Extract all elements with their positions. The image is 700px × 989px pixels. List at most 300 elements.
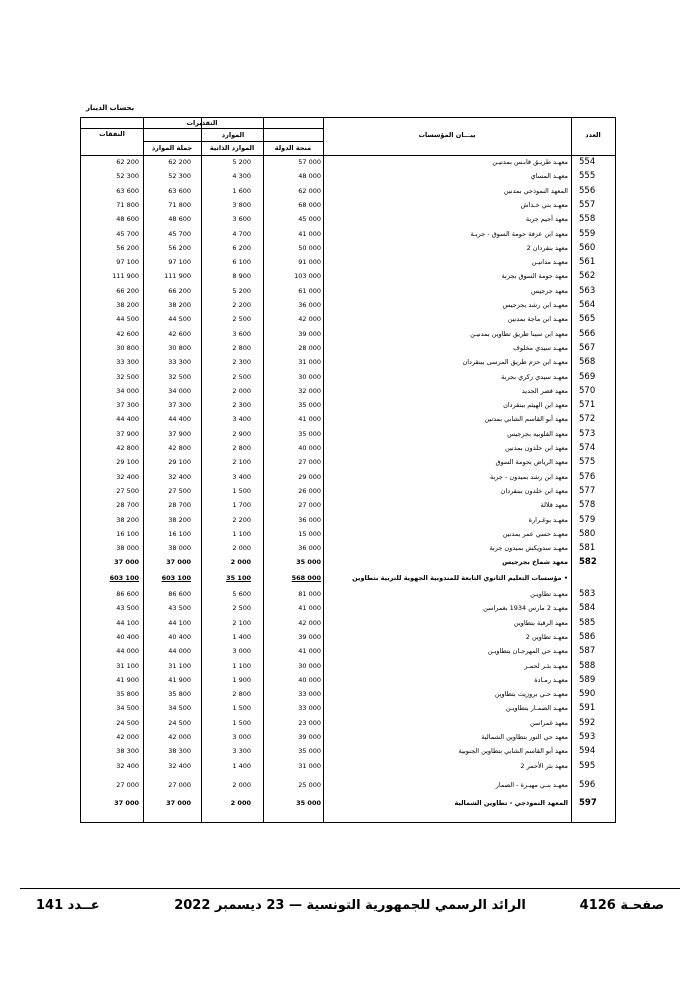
institution-name: معهد ابن سينا طريق تطاوين بمدنيـن: [470, 329, 568, 338]
table-row: [81, 258, 615, 272]
row-number: 567: [579, 342, 596, 353]
table-row: [81, 244, 615, 258]
header-expenses: النفقات: [99, 130, 125, 138]
own-resources-cell: 3 000: [232, 647, 251, 656]
expenses-cell: 63 600: [116, 186, 139, 195]
own-resources-cell: 3 300: [232, 747, 251, 756]
table-row: [81, 287, 615, 301]
state-grant-cell: 568 000: [291, 573, 321, 582]
expenses-cell: 40 400: [116, 632, 139, 641]
row-number: 591: [579, 703, 596, 714]
header-own-resources: الموارد الذاتية: [209, 144, 255, 152]
total-resources-cell: 33 300: [168, 358, 191, 367]
institution-name: معهد حومة السوق بجربة: [501, 272, 568, 281]
state-grant-cell: 15 000: [298, 529, 321, 538]
state-grant-cell: 81 000: [298, 590, 321, 598]
total-resources-cell: 34 000: [168, 386, 191, 395]
state-grant-cell: 27 000: [298, 458, 321, 467]
institution-name: • مؤسسات التعليم الثانوي التابعة للمندوبية الجهوية للتربية بتطاوين: [352, 573, 568, 582]
state-grant-cell: 30 000: [298, 661, 321, 670]
row-number: 588: [579, 660, 596, 671]
state-grant-cell: 35 000: [296, 558, 321, 567]
row-number: 592: [579, 717, 596, 728]
row-number: 570: [579, 385, 596, 396]
row-number: 557: [579, 199, 596, 210]
table-row: [81, 719, 615, 733]
row-number: 580: [579, 528, 596, 539]
expenses-cell: 27 500: [116, 486, 139, 495]
own-resources-cell: 1 900: [232, 675, 251, 684]
state-grant-cell: 30 000: [298, 372, 321, 381]
own-resources-cell: 2 200: [232, 515, 251, 524]
expenses-cell: 56 200: [116, 243, 139, 252]
row-number: 576: [579, 471, 596, 482]
row-number: 565: [579, 314, 596, 325]
total-resources-cell: 38 000: [168, 544, 191, 553]
total-resources-cell: 41 900: [168, 675, 191, 684]
state-grant-cell: 23 000: [298, 718, 321, 727]
table-row: [81, 215, 615, 229]
expenses-cell: 111 900: [112, 272, 139, 281]
institution-name: معهد شماخ بجرجيس: [502, 558, 568, 567]
total-resources-cell: 111 900: [164, 272, 191, 281]
expenses-cell: 44 000: [116, 647, 139, 656]
expenses-cell: 42 800: [116, 444, 139, 452]
row-number: 590: [579, 689, 596, 700]
total-resources-cell: 32 400: [168, 761, 191, 770]
header-divider: [143, 141, 323, 142]
total-resources-cell: 45 700: [168, 229, 191, 238]
header-divider: [81, 155, 615, 156]
table-row: [81, 590, 615, 604]
institution-name: معهـد الصمـار بتطاويـن: [505, 704, 568, 713]
table-row: [81, 315, 615, 329]
own-resources-cell: 2 000: [232, 780, 251, 789]
own-resources-cell: 3 400: [232, 415, 251, 424]
total-resources-cell: 38 300: [168, 747, 191, 756]
institution-name: معهـد ابن حزم طريق المرسى ببنقردان: [462, 358, 568, 367]
own-resources-cell: 3 000: [232, 733, 251, 741]
expenses-cell: 43 500: [116, 604, 139, 613]
header-state-grant: منحة الدولة: [274, 144, 312, 152]
row-number: 573: [579, 428, 596, 439]
row-number: 596: [579, 779, 596, 790]
institution-name: معهد الرقبة بتطاوين: [513, 618, 568, 627]
expenses-cell: 38 200: [116, 301, 139, 309]
table-row: [81, 415, 615, 429]
total-resources-cell: 42 600: [168, 329, 191, 338]
own-resources-cell: 3 600: [232, 215, 251, 224]
own-resources-cell: 2 500: [232, 315, 251, 324]
row-number: 581: [579, 543, 596, 554]
state-grant-cell: 42 000: [298, 315, 321, 324]
expenses-cell: 41 900: [116, 675, 139, 684]
state-grant-cell: 39 000: [298, 733, 321, 741]
total-resources-cell: 27 000: [168, 780, 191, 789]
total-resources-cell: 38 200: [168, 301, 191, 309]
own-resources-cell: 4 700: [232, 229, 251, 238]
total-resources-cell: 30 800: [168, 343, 191, 352]
expenses-cell: 86 600: [116, 590, 139, 598]
total-resources-cell: 62 200: [168, 158, 191, 166]
expenses-cell: 32 500: [116, 372, 139, 381]
state-grant-cell: 36 000: [298, 544, 321, 553]
own-resources-cell: 2 500: [232, 604, 251, 613]
table-row: [81, 604, 615, 618]
institution-name: معهد قصر الجديد: [521, 386, 568, 395]
institution-name: معهـد بئـر لحمـر: [524, 661, 568, 670]
state-grant-cell: 41 000: [298, 229, 321, 238]
expenses-cell: 32 400: [116, 761, 139, 770]
own-resources-cell: 4 300: [232, 172, 251, 181]
own-resources-cell: 6 100: [232, 258, 251, 267]
table-row: [81, 187, 615, 201]
total-resources-cell: 37 300: [168, 401, 191, 410]
table-row: [81, 633, 615, 647]
table-row: [81, 373, 615, 387]
expenses-cell: 48 600: [116, 215, 139, 224]
expenses-cell: 27 000: [116, 780, 139, 789]
state-grant-cell: 26 000: [298, 486, 321, 495]
institution-name: معهد ابن خلدون ببنقردان: [500, 486, 568, 495]
state-grant-cell: 39 000: [298, 632, 321, 641]
total-resources-cell: 44 000: [168, 647, 191, 656]
table-row: [81, 330, 615, 344]
table-row: [81, 172, 615, 186]
expenses-cell: 38 000: [116, 544, 139, 553]
state-grant-cell: 28 000: [298, 343, 321, 352]
currency-note: بحساب الدينار: [86, 104, 135, 112]
own-resources-cell: 2 100: [232, 618, 251, 627]
row-number: 564: [579, 300, 596, 310]
total-resources-cell: 29 100: [168, 458, 191, 467]
own-resources-cell: 1 100: [232, 529, 251, 538]
row-number: 589: [579, 674, 596, 685]
institution-name: معهـد 2 مارس 1934 بغمراسن: [483, 604, 568, 613]
table-row: [81, 676, 615, 690]
table-row: [81, 201, 615, 215]
total-resources-cell: 28 700: [168, 501, 191, 510]
own-resources-cell: 2 800: [232, 690, 251, 699]
state-grant-cell: 32 000: [298, 386, 321, 395]
table-row: [81, 158, 615, 172]
institution-name: معهـد طريـق قابـس بمدنيـن: [492, 158, 568, 166]
total-resources-cell: 43 500: [168, 604, 191, 613]
table-row: [81, 619, 615, 633]
total-resources-cell: 27 500: [168, 486, 191, 495]
row-number: 578: [579, 500, 596, 511]
total-resources-cell: 48 600: [168, 215, 191, 224]
expenses-cell: 34 000: [116, 386, 139, 395]
institution-name: معهـد حـي بروزيت بتطاوين: [494, 690, 568, 699]
footer-issue: عــدد 141: [36, 898, 100, 913]
total-resources-cell: 38 200: [168, 515, 191, 524]
header-description: بيـــان المؤسسات: [418, 131, 476, 139]
state-grant-cell: 25 000: [298, 780, 321, 789]
own-resources-cell: 3 800: [232, 200, 251, 209]
own-resources-cell: 1 500: [232, 704, 251, 713]
state-grant-cell: 41 000: [298, 604, 321, 613]
institution-name: معهد غمراسن: [529, 718, 568, 727]
expenses-cell: 97 100: [116, 258, 139, 267]
row-number: 572: [579, 414, 596, 425]
expenses-cell: 37 300: [116, 401, 139, 410]
institution-name: معهـد المساي: [530, 172, 568, 181]
row-number: 585: [579, 617, 596, 628]
row-number: 575: [579, 457, 596, 468]
table-row: [81, 558, 615, 572]
own-resources-cell: 2 000: [230, 558, 251, 567]
table-row: [81, 662, 615, 676]
state-grant-cell: 27 000: [298, 501, 321, 510]
total-resources-cell: 24 500: [168, 718, 191, 727]
own-resources-cell: 1 700: [232, 501, 251, 510]
institution-name: معهـد ابن ماجة بمدنين: [507, 315, 568, 324]
header-num: العدد: [585, 131, 601, 139]
total-resources-cell: 32 500: [168, 372, 191, 381]
state-grant-cell: 57 000: [298, 158, 321, 166]
row-number: 563: [579, 285, 596, 296]
total-resources-cell: 37 900: [168, 429, 191, 438]
state-grant-cell: 40 000: [298, 444, 321, 452]
institution-name: معهد ابن الهيثم ببنقردان: [503, 401, 568, 410]
table-row: [81, 781, 615, 795]
expenses-cell: 44 100: [116, 618, 139, 627]
expenses-cell: 32 400: [116, 472, 139, 481]
row-number: 556: [579, 185, 596, 196]
state-grant-cell: 35 000: [298, 747, 321, 756]
total-resources-cell: 44 100: [168, 618, 191, 627]
institution-name: معهد أجيم جربة: [525, 215, 568, 224]
table-row: [81, 690, 615, 704]
institution-name: معهد بنقردان 2: [526, 243, 568, 252]
row-number: 566: [579, 328, 596, 339]
own-resources-cell: 35 100: [226, 573, 251, 582]
table-row: [81, 762, 615, 776]
own-resources-cell: 1 500: [232, 718, 251, 727]
footer-title: الرائد الرسمي للجمهورية التونسية — 23 ديسمبر 2022: [174, 898, 526, 913]
row-number: 569: [579, 371, 596, 382]
footer-page: صفحـة 4126: [579, 898, 664, 913]
institution-name: معهد بئر الأحمر 2: [520, 761, 568, 770]
row-number: 584: [579, 603, 596, 614]
institution-name: معهـد سيدي زكري بجربة: [501, 372, 568, 381]
expenses-cell: 29 100: [116, 458, 139, 467]
row-number: 560: [579, 242, 596, 253]
table-row: [81, 301, 615, 315]
own-resources-cell: 2 300: [232, 401, 251, 410]
own-resources-cell: 2 000: [232, 544, 251, 553]
state-grant-cell: 31 000: [298, 358, 321, 367]
expenses-cell: 52 300: [116, 172, 139, 181]
footer-divider: [20, 888, 680, 889]
table-row: [81, 473, 615, 487]
institution-name: معهد ابن عرفة حومة السوق - جربـة: [470, 229, 568, 238]
own-resources-cell: 3 400: [232, 472, 251, 481]
state-grant-cell: 35 000: [298, 429, 321, 438]
table-row: [81, 733, 615, 747]
own-resources-cell: 1 100: [232, 661, 251, 670]
own-resources-cell: 2 100: [232, 458, 251, 467]
total-resources-cell: 16 100: [168, 529, 191, 538]
row-number: 562: [579, 271, 596, 282]
expenses-cell: 38 200: [116, 515, 139, 524]
row-number: 555: [579, 171, 596, 182]
institution-name: معهـد تطاويـن: [530, 590, 568, 598]
expenses-cell: 44 500: [116, 315, 139, 324]
expenses-cell: 44 400: [116, 415, 139, 424]
expenses-cell: 37 000: [114, 558, 139, 567]
institution-name: معهد ابن خلدون بمدنين: [505, 444, 568, 452]
table-row: [81, 544, 615, 558]
row-number: 554: [579, 157, 596, 167]
state-grant-cell: 35 000: [296, 799, 321, 808]
own-resources-cell: 5 200: [232, 286, 251, 295]
institution-name: معهـد ابن رشد بجرجيس: [502, 301, 568, 309]
own-resources-cell: 2 200: [232, 301, 251, 309]
total-resources-cell: 31 100: [168, 661, 191, 670]
row-number: 568: [579, 357, 596, 368]
institution-name: معهد قلالة: [540, 501, 568, 510]
total-resources-cell: 56 200: [168, 243, 191, 252]
row-number: 577: [579, 485, 596, 496]
table-row: [81, 358, 615, 372]
own-resources-cell: 8 900: [232, 272, 251, 281]
state-grant-cell: 103 000: [294, 272, 321, 281]
row-number: 587: [579, 646, 596, 657]
institution-name: معهد ابن رشد بميدون - جربة: [489, 472, 568, 481]
total-resources-cell: 66 200: [168, 286, 191, 295]
expenses-cell: 71 800: [116, 200, 139, 209]
row-number: 582: [579, 557, 597, 568]
row-number: 594: [579, 746, 596, 757]
state-grant-cell: 39 000: [298, 329, 321, 338]
row-number: 593: [579, 732, 596, 742]
total-resources-cell: 44 500: [168, 315, 191, 324]
own-resources-cell: 1 500: [232, 486, 251, 495]
expenses-cell: 34 500: [116, 704, 139, 713]
expenses-cell: 62 200: [116, 158, 139, 166]
total-resources-cell: 37 000: [166, 558, 191, 567]
own-resources-cell: 5 600: [232, 590, 251, 598]
expenses-cell: 42 600: [116, 329, 139, 338]
row-number: 579: [579, 514, 596, 525]
row-number: 559: [579, 228, 596, 239]
institution-name: معهـد مدانيـن: [531, 258, 568, 267]
own-resources-cell: 1 400: [232, 761, 251, 770]
state-grant-cell: 68 000: [298, 200, 321, 209]
own-resources-cell: 2 800: [232, 444, 251, 452]
total-resources-cell: 37 000: [166, 799, 191, 808]
state-grant-cell: 42 000: [298, 618, 321, 627]
table-row: [81, 530, 615, 544]
institution-name: معهـد بنـي مهيـرة - الصمار: [495, 780, 568, 789]
row-number: 583: [579, 589, 596, 599]
institution-name: معهد الرياض بحومة السوق: [495, 458, 568, 467]
institution-name: معهد القلوبيه بجرجيس: [507, 429, 568, 438]
own-resources-cell: 2 800: [232, 343, 251, 352]
own-resources-cell: 1 400: [232, 632, 251, 641]
institution-name: معهد حي النور بتطاوين الشمالية: [481, 733, 568, 741]
table-row: [81, 487, 615, 501]
institution-name: معهـد بوغـرارة: [528, 515, 568, 524]
row-number: 597: [579, 798, 597, 809]
expenses-cell: 28 700: [116, 501, 139, 510]
total-resources-cell: 35 800: [168, 690, 191, 699]
own-resources-cell: 2 900: [232, 429, 251, 438]
table-row: [81, 704, 615, 718]
institution-name: معهـد سيدي مخلوف: [513, 343, 568, 352]
state-grant-cell: 35 000: [298, 401, 321, 410]
own-resources-cell: 2 300: [232, 358, 251, 367]
expenses-cell: 45 700: [116, 229, 139, 238]
header-divider: [81, 128, 323, 129]
table-row: [81, 344, 615, 358]
institution-name: معهد أبو القاسم الشابي بتطاوين الجنوبية: [458, 747, 568, 756]
state-grant-cell: 62 000: [298, 186, 321, 195]
state-grant-cell: 41 000: [298, 647, 321, 656]
table-row: [81, 387, 615, 401]
row-number: 574: [579, 443, 596, 453]
state-grant-cell: 33 000: [298, 690, 321, 699]
total-resources-cell: 34 500: [168, 704, 191, 713]
table-row: [81, 430, 615, 444]
header-total-resources: جملة الموارد: [151, 144, 193, 152]
expenses-cell: 33 300: [116, 358, 139, 367]
total-resources-cell: 32 400: [168, 472, 191, 481]
own-resources-cell: 6 200: [232, 243, 251, 252]
institution-name: معهـد حسي عمر بمدنين: [502, 529, 568, 538]
total-resources-cell: 42 800: [168, 444, 191, 452]
state-grant-cell: 50 000: [298, 243, 321, 252]
table-row: [81, 516, 615, 530]
table-row: [81, 458, 615, 472]
total-resources-cell: 52 300: [168, 172, 191, 181]
institution-name: معهـد حي المهرجـان بتطاويـن: [487, 647, 568, 656]
header-estimates: التقديرات: [186, 119, 218, 127]
budget-table: [80, 117, 616, 823]
state-grant-cell: 41 000: [298, 415, 321, 424]
table-row: [81, 799, 615, 813]
state-grant-cell: 36 000: [298, 515, 321, 524]
state-grant-cell: 61 000: [298, 286, 321, 295]
institution-name: معهد جرجيس: [531, 286, 568, 295]
own-resources-cell: 2 000: [232, 386, 251, 395]
expenses-cell: 37 900: [116, 429, 139, 438]
state-grant-cell: 40 000: [298, 675, 321, 684]
expenses-cell: 30 800: [116, 343, 139, 352]
table-row: [81, 647, 615, 661]
own-resources-cell: 2 000: [230, 799, 251, 808]
institution-name: معهـد رمـادة: [534, 675, 568, 684]
table-row: [81, 747, 615, 761]
state-grant-cell: 33 000: [298, 704, 321, 713]
state-grant-cell: 48 000: [298, 172, 321, 181]
expenses-cell: 35 800: [116, 690, 139, 699]
total-resources-cell: 44 400: [168, 415, 191, 424]
total-resources-cell: 86 600: [168, 590, 191, 598]
own-resources-cell: 2 500: [232, 372, 251, 381]
total-resources-cell: 603 100: [161, 573, 191, 582]
total-resources-cell: 97 100: [168, 258, 191, 267]
total-resources-cell: 63 600: [168, 186, 191, 195]
total-resources-cell: 71 800: [168, 200, 191, 209]
table-row: [81, 444, 615, 458]
header-resources: الموارد: [221, 131, 245, 139]
institution-name: معهـد بني خـداش: [520, 200, 568, 209]
expenses-cell: 42 000: [116, 733, 139, 741]
row-number: 571: [579, 400, 596, 411]
